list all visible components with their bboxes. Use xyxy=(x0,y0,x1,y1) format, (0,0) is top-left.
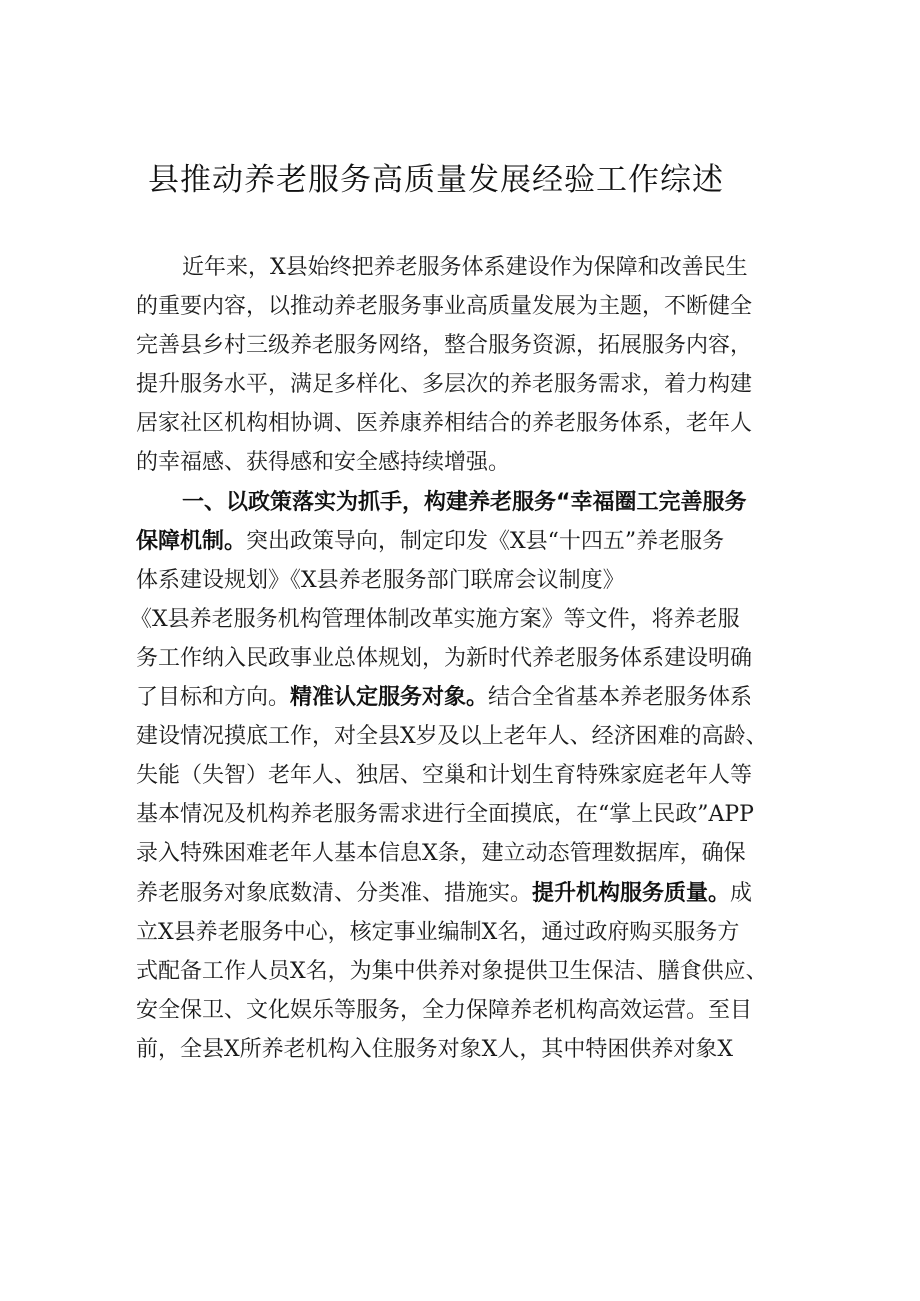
paragraph-2-line-8: 失能（失智）老年人、独居、空巢和计划生育特殊家庭老年人等 xyxy=(136,763,753,789)
paragraph-1-line-3: 完善县乡村三级养老服务网络，整合服务资源，拓展服务内容， xyxy=(136,333,753,359)
subheading-service-quality: 提升机构服务质量。 xyxy=(532,880,731,906)
paragraph-2-line-3: 体系建设规划》《X县养老服务部门联席会议制度》 xyxy=(136,567,625,593)
subheading-service-targets: 精准认定服务对象。 xyxy=(290,685,489,711)
paragraph-2-line-11-start: 养老服务对象底数清、分类准、措施实。 xyxy=(136,880,533,906)
paragraph-2-line-7: 建设情况摸底工作，对全县X岁及以上老年人、经济困难的高龄、 xyxy=(136,724,768,750)
paragraph-1-line-2: 的重要内容，以推动养老服务事业高质量发展为主题，不断健全 xyxy=(136,294,753,320)
paragraph-2-line-6-start: 了目标和方向。 xyxy=(136,685,291,711)
document-body xyxy=(130,248,796,1069)
paragraph-2-line-14: 安全保卫、文化娱乐等服务，全力保障养老机构高效运营。至目 xyxy=(136,997,753,1023)
paragraph-1-line-1: 近年来，X县始终把养老服务体系建设作为保障和改善民生 xyxy=(182,255,748,280)
paragraph-2-line-9: 基本情况及机构养老服务需求进行全面摸底，在“掌上民政”APP xyxy=(136,802,754,828)
paragraph-2-line-1 xyxy=(136,483,796,522)
paragraph-2-line-13: 式配备工作人员X名，为集中供养对象提供卫生保洁、膳食供应、 xyxy=(136,958,768,984)
subheading-mechanism: 保障机制。 xyxy=(136,528,247,554)
paragraph-2-line-2-text: 突出政策导向，制定印发《X县“十四五”养老服务 xyxy=(246,528,725,554)
paragraph-2-line-15: 前，全县X所养老机构入住服务对象X人，其中特困供养对象X xyxy=(136,1036,733,1062)
paragraph-2-line-10: 录入特殊困难老年人基本信息X条，建立动态管理数据库，确保 xyxy=(136,841,746,867)
paragraph-2-line-5: 务工作纳入民政事业总体规划，为新时代养老服务体系建设明确 xyxy=(136,645,753,671)
paragraph-1-line-6: 的幸福感、获得感和安全感持续增强。 xyxy=(136,450,511,476)
paragraph-2-line-2 xyxy=(136,522,796,561)
paragraph-2-line-4: 《X县养老服务机构管理体制改革实施方案》等文件，将养老服 xyxy=(130,606,740,632)
paragraph-2-line-6-rest: 结合全省基本养老服务体系 xyxy=(488,685,753,711)
paragraph-1-line-5: 居家社区机构相协调、医养康养相结合的养老服务体系，老年人 xyxy=(136,411,753,437)
paragraph-2-line-11 xyxy=(136,874,796,913)
paragraph-2-line-6 xyxy=(136,678,796,717)
paragraph-1-line-4: 提升服务水平，满足多样化、多层次的养老服务需求，着力构建 xyxy=(136,372,753,398)
section-heading-1: 一、以政策落实为抓手，构建养老服务“幸福圈工完善服务 xyxy=(182,489,747,515)
paragraph-2-line-12: 立X县养老服务中心，核定事业编制X名，通过政府购买服务方 xyxy=(136,919,740,945)
paragraph-2-line-11-rest: 成 xyxy=(730,880,753,906)
document-title: 县推动养老服务高质量发展经验工作综述 xyxy=(148,162,724,198)
